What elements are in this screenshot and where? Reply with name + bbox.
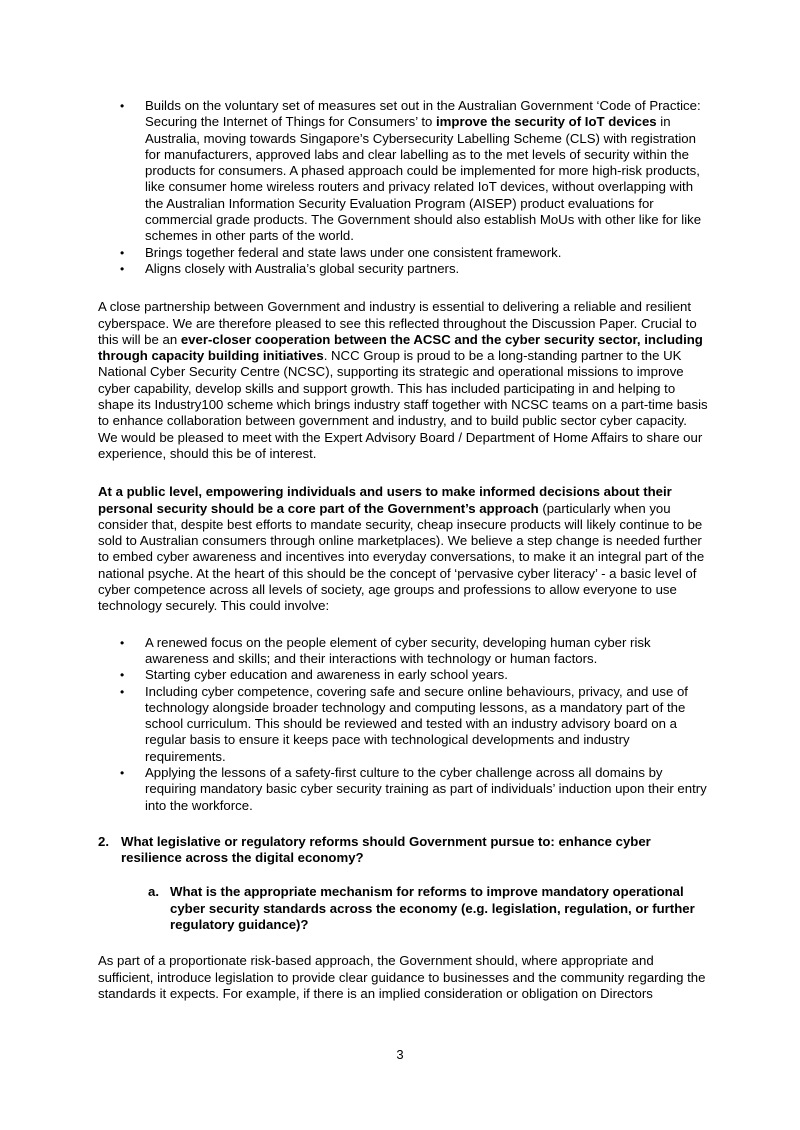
list-item: • Applying the lessons of a safety-first culture to the cyber challenge across all domains by requiring mandatory basic cyber security training as part of individuals’ induction upon their entry into the workforce.: [120, 764, 707, 813]
bullet-icon: •: [120, 765, 125, 780]
list-item: • Including cyber competence, covering safe and secure online behaviours, privacy, and use of technology alongside broader technology and computing lessons, as a mandatory part of the school curriculum. This should be reviewed and tested with an industry advisory board on a regular basis to ensure it keeps pace with technological developments and industry requirements.: [120, 683, 688, 764]
question-text: What is the appropriate mechanism for reforms to improve mandatory operational cyber security standards across the economy (e.g. legislation, regulation, or further regulatory guidance)?: [170, 884, 695, 933]
question-letter: a.: [148, 884, 159, 900]
list-item: • Aligns closely with Australia’s global security partners.: [120, 260, 460, 276]
bullet-icon: •: [120, 261, 125, 276]
question-2a-heading: [98, 884, 710, 933]
proportionate-approach-paragraph: As part of a proportionate risk-based approach, the Government should, where appropriate and sufficient, introduce legislation to provide clear guidance to businesses and the community regarding the standards it expects. For example, if there is an implied consideration or obligation on Directors: [98, 953, 706, 1001]
list-item: • Brings together federal and state laws under one consistent framework.: [120, 244, 562, 260]
list-item: • Builds on the voluntary set of measures set out in the Australian Government ‘Code of Practice: Securing the Internet of Things for Consumers’ to improve the security of IoT devices in Australia, moving towards Singapore’s Cybersecurity Labelling Scheme (CLS) with registration for manufacturers, approved labs and clear labelling as to the met levels of security within the products for consumers. A phased approach could be implemented for more high-risk products, like consumer home wireless routers and privacy related IoT devices, without overlapping with the Australian Information Security Evaluation Program (AISEP) product evaluations for commercial grade products. The Government should also establish MoUs with other like for like schemes in other parts of the world.: [120, 98, 702, 244]
page-number: 3: [396, 1047, 404, 1062]
question-number: 2.: [98, 833, 109, 849]
middle-bullet-list: [98, 635, 710, 814]
public-level-paragraph: At a public level, empowering individuals and users to make informed decisions about their personal security should be a core part of the Government’s approach (particularly when you consider that, despite best efforts to mandate security, cheap insecure products will likely continue to be sold to Australian consumers through online marketplaces). We believe a step change is needed further to embed cyber awareness and incentives into everyday conversations, to make it an integral part of the national psyche. At the heart of this should be the concept of ‘pervasive cyber literacy’ - a basic level of cyber competence across all levels of society, age groups and professions to allow everyone to use technology securely. This could involve:: [98, 484, 705, 614]
bullet-icon: •: [120, 245, 125, 260]
bullet-icon: •: [120, 684, 125, 699]
document-page: [98, 98, 710, 1002]
partnership-paragraph: A close partnership between Government and industry is essential to delivering a reliable and resilient cyberspace. We are therefore pleased to see this reflected throughout the Discussion Paper. Crucial to this will be an ever-closer cooperation between the ACSC and the cyber security sector, including through capacity building initiatives. NCC Group is proud to be a long-standing partner to the UK National Cyber Security Centre (NCSC), supporting its strategic and operational missions to improve cyber capability, develop skills and support growth. This has included participating in and helping to shape its Industry100 scheme which brings industry staff together with NCSC teams on a part-time basis to enhance collaboration between government and industry, and to build public sector cyber capacity. We would be pleased to meet with the Expert Advisory Board / Department of Home Affairs to share our experience, should this be of interest.: [98, 299, 708, 461]
question-text: What legislative or regulatory reforms should Government pursue to: enhance cyber resilience across the digital economy?: [121, 833, 651, 866]
bullet-icon: •: [120, 668, 125, 683]
bullet-icon: •: [120, 635, 125, 650]
top-bullet-list: [98, 98, 710, 277]
list-item: • A renewed focus on the people element of cyber security, developing human cyber risk awareness and skills; and their interactions with technology or human factors.: [120, 634, 651, 666]
list-item: • Starting cyber education and awareness in early school years.: [120, 667, 508, 683]
question-2-heading: [98, 834, 710, 867]
bullet-icon: •: [120, 99, 125, 113]
